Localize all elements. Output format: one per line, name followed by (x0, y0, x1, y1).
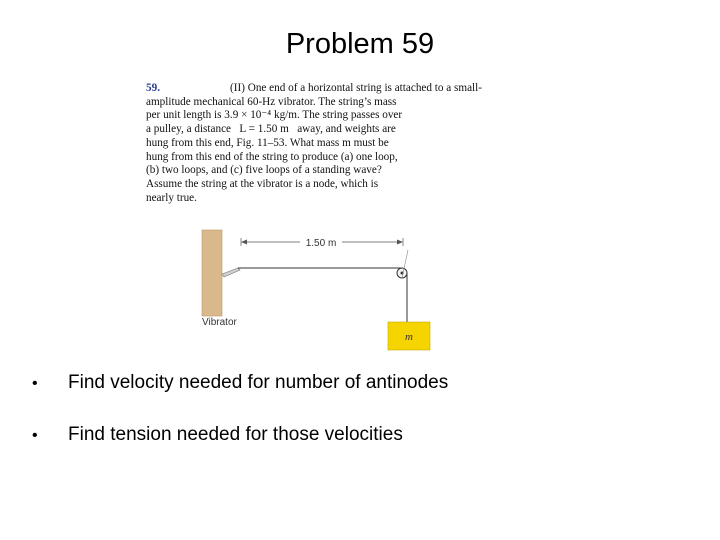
bullet-list (30, 372, 448, 476)
problem-line: amplitude mechanical 60-Hz vibrator. The string’s mass (146, 95, 397, 108)
bullet-item (30, 424, 448, 450)
mass-label: m (405, 331, 413, 343)
string-figure (196, 228, 486, 356)
problem-text (146, 82, 482, 205)
vibrator-label: Vibrator (202, 317, 237, 328)
bullet-item (30, 372, 448, 398)
bullet-icon: • (32, 427, 38, 444)
dimension-arrow-right (397, 240, 403, 245)
bullet-text: Find velocity needed for number of antinodes (68, 372, 449, 393)
problem-line: a pulley, a distance L = 1.50 m away, and weights are (146, 123, 396, 136)
problem-line: hung from this end, Fig. 11–53. What mass m must be (146, 136, 389, 149)
problem-line (146, 82, 482, 96)
dimension-arrow-left (241, 240, 247, 245)
problem-line: hung from this end of the string to produce (a) one loop, (146, 150, 398, 163)
vibrator-block (202, 230, 222, 316)
vibrator-arm (222, 268, 240, 277)
problem-number: 59. (146, 82, 160, 94)
problem-line: per unit length is 3.9 × 10⁻⁴ kg/m. The string passes over (146, 109, 403, 122)
problem-line: nearly true. (146, 191, 197, 204)
slide-title: Problem 59 (285, 28, 435, 60)
bullet-icon: • (32, 375, 38, 392)
problem-line: Assume the string at the vibrator is a node, which is (146, 177, 379, 190)
bullet-text: Find tension needed for those velocities (68, 424, 403, 445)
distance-label: 1.50 m (305, 238, 337, 249)
problem-line-text: (II) One end of a horizontal string is attached to a small- (230, 82, 482, 94)
problem-line: (b) two loops, and (c) five loops of a standing wave? (146, 164, 382, 177)
